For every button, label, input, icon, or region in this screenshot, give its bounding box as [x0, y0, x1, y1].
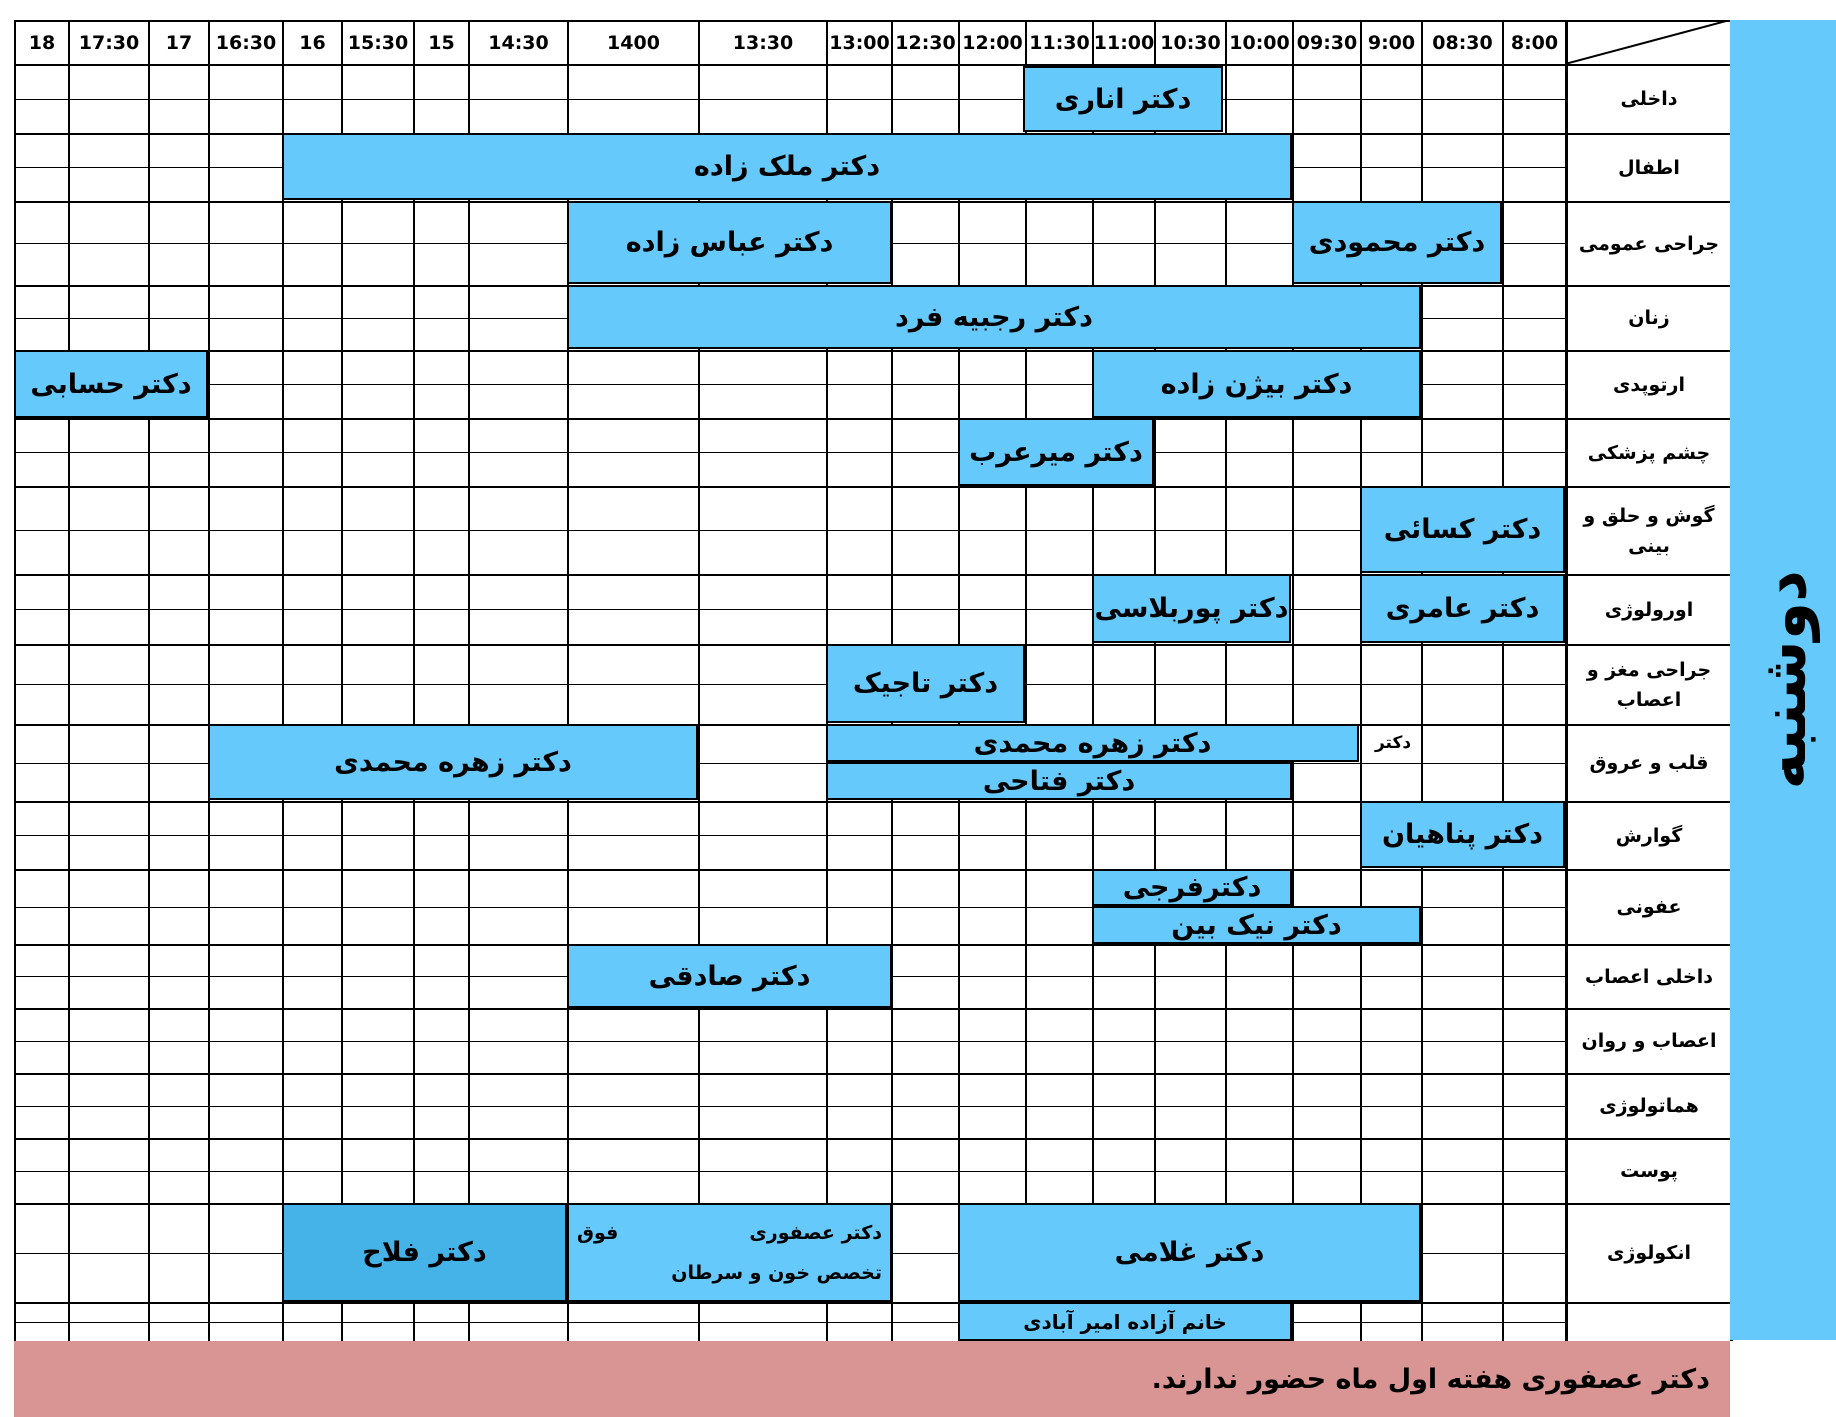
grid-half-line [14, 684, 1565, 685]
time-header-cell: 09:30 [1296, 32, 1358, 54]
grid-col-line [1225, 20, 1227, 1341]
grid-half-line [14, 609, 1565, 610]
time-header-cell: 15 [428, 32, 455, 54]
grid-row-line [14, 418, 1730, 420]
time-header-cell: 8:00 [1510, 32, 1559, 54]
grid-col-line [1025, 20, 1027, 1341]
grid-row-line [14, 1008, 1730, 1010]
grid-row-line [14, 869, 1730, 871]
doctor-block-gholami: دکتر غلامی [958, 1203, 1421, 1302]
asfouri-name: دکتر عصفوری [749, 1221, 882, 1244]
specialty-label: اورولوژی [1568, 577, 1730, 644]
grid-row-line [14, 1073, 1730, 1075]
time-header-cell: 17 [165, 32, 193, 54]
time-header-cell: 15:30 [347, 32, 409, 54]
asfouri-subspecialty: تخصص خون و سرطان [671, 1261, 882, 1284]
grid-half-line [14, 1041, 1565, 1042]
grid-col-line [68, 20, 70, 1341]
specialty-label: زنان [1568, 288, 1730, 350]
specialty-label: چشم پزشکی [1568, 421, 1730, 486]
specialty-label: جراحی مغز و اعصاب [1568, 647, 1730, 724]
time-header-cell: 9:00 [1367, 32, 1416, 54]
grid-col-line [208, 20, 210, 1341]
specialty-label: داخلی اعصاب [1568, 947, 1730, 1008]
doctor-block-zohre-afternoon: دکتر زهره محمدی [208, 724, 698, 800]
doctor-block-asfouri [567, 1203, 892, 1302]
time-header-cell: 12:30 [895, 32, 956, 54]
specialty-label: گوارش [1568, 804, 1730, 869]
doctor-block-abbaszadeh: دکتر عباس زاده [567, 201, 892, 284]
specialty-label: عفونی [1568, 872, 1730, 944]
footer-note-bar [14, 1341, 1730, 1417]
grid-half-line [14, 1171, 1565, 1172]
time-header-cell: 14:30 [488, 32, 549, 54]
cardio-small-label: دکتر [1374, 732, 1412, 753]
grid-col-line [282, 20, 284, 1341]
grid-col-line [1154, 20, 1156, 1341]
grid-col-line [341, 20, 343, 1341]
doctor-block-rajabiyefard: دکتر رجبیه فرد [567, 285, 1421, 349]
grid-half-line [14, 835, 1565, 836]
time-header-cell: 10:00 [1229, 32, 1290, 54]
doctor-block-hesabi: دکتر حسابی [14, 350, 208, 418]
doctor-block-ameri: دکتر عامری [1360, 574, 1565, 643]
grid-half-line [14, 530, 1565, 531]
doctor-block-panahian: دکتر پناهیان [1360, 801, 1565, 868]
time-header-cell: 13:30 [732, 32, 794, 54]
doctor-block-malekzadeh: دکتر ملک زاده [282, 133, 1292, 200]
specialty-label: جراحی عمومی [1568, 204, 1730, 285]
doctor-block-zohre-morning: دکتر زهره محمدی [826, 724, 1359, 762]
footer-note: دکتر عصفوری هفته اول ماه حضور ندارند. [1151, 1363, 1710, 1395]
grid-row-line [14, 1302, 1730, 1304]
time-header-cell: 11:00 [1093, 32, 1155, 54]
grid-row-line [14, 64, 1730, 66]
doctor-block-pourbalasi: دکتر پوربلاسی [1092, 574, 1291, 643]
grid-col-line [413, 20, 415, 1341]
doctor-block-kasaei: دکتر کسائی [1360, 486, 1565, 573]
grid-col-line [1502, 20, 1504, 1341]
specialty-label: داخلی [1568, 67, 1730, 133]
day-label: دوشنبه [1746, 570, 1820, 790]
grid-col-line [14, 20, 16, 1341]
doctor-block-nikbin: دکتر نیک بین [1092, 906, 1421, 944]
specialty-label: اطفال [1568, 136, 1730, 201]
time-header-cell: 10:30 [1160, 32, 1221, 54]
time-header-cell: 13:00 [829, 32, 890, 54]
doctor-block-fattahi: دکتر فتاحی [826, 762, 1292, 800]
specialty-label: انکولوژی [1568, 1206, 1730, 1302]
doctor-block-faraji: دکترفرجی [1092, 869, 1292, 906]
grid-half-line [14, 99, 1565, 100]
time-header-cell: 16:30 [215, 32, 277, 54]
grid-col-line [148, 20, 150, 1341]
time-header-cell: 08:30 [1432, 32, 1493, 54]
time-header-cell: 16 [299, 32, 326, 54]
grid-col-line [1092, 20, 1094, 1341]
asfouri-faugh: فوق [577, 1221, 619, 1244]
doctor-block-sadeghi: دکتر صادقی [567, 944, 892, 1008]
time-header-cell: 17:30 [78, 32, 140, 54]
grid-row-line [14, 1138, 1730, 1140]
doctor-block-tajik: دکتر تاجیک [826, 644, 1025, 723]
time-header-cell: 12:00 [962, 32, 1023, 54]
doctor-block-fallah: دکتر فلاح [282, 1203, 567, 1302]
doctor-block-mahmoudi: دکتر محمودی [1292, 201, 1502, 284]
day-bar [1730, 20, 1836, 1340]
specialty-label: اعصاب و روان [1568, 1011, 1730, 1073]
doctor-block-mirarab: دکتر میرعرب [958, 418, 1154, 486]
doctor-block-amirabadi: خانم آزاده امیر آبادی [958, 1302, 1292, 1341]
grid-col-line [468, 20, 470, 1341]
specialty-label: پوست [1568, 1141, 1730, 1203]
time-header-cell: 18 [28, 32, 56, 54]
grid-half-line [14, 452, 1565, 453]
specialty-label: ارتوپدی [1568, 353, 1730, 418]
specialty-label: قلب و عروق [1568, 727, 1730, 801]
grid-half-line [14, 1106, 1565, 1107]
specialty-label: گوش و حلق و بینی [1568, 489, 1730, 574]
corner-diagonal-cell [1565, 20, 1730, 64]
time-header-cell: 1400 [607, 32, 660, 54]
grid-row-line [14, 350, 1730, 352]
doctor-block-anari: دکتر اناری [1023, 66, 1223, 132]
doctor-block-bizhanzadeh: دکتر بیژن زاده [1092, 350, 1421, 418]
time-header-cell: 11:30 [1029, 32, 1090, 54]
grid-half-line [14, 1322, 1565, 1323]
specialty-label: هماتولوژی [1568, 1076, 1730, 1138]
